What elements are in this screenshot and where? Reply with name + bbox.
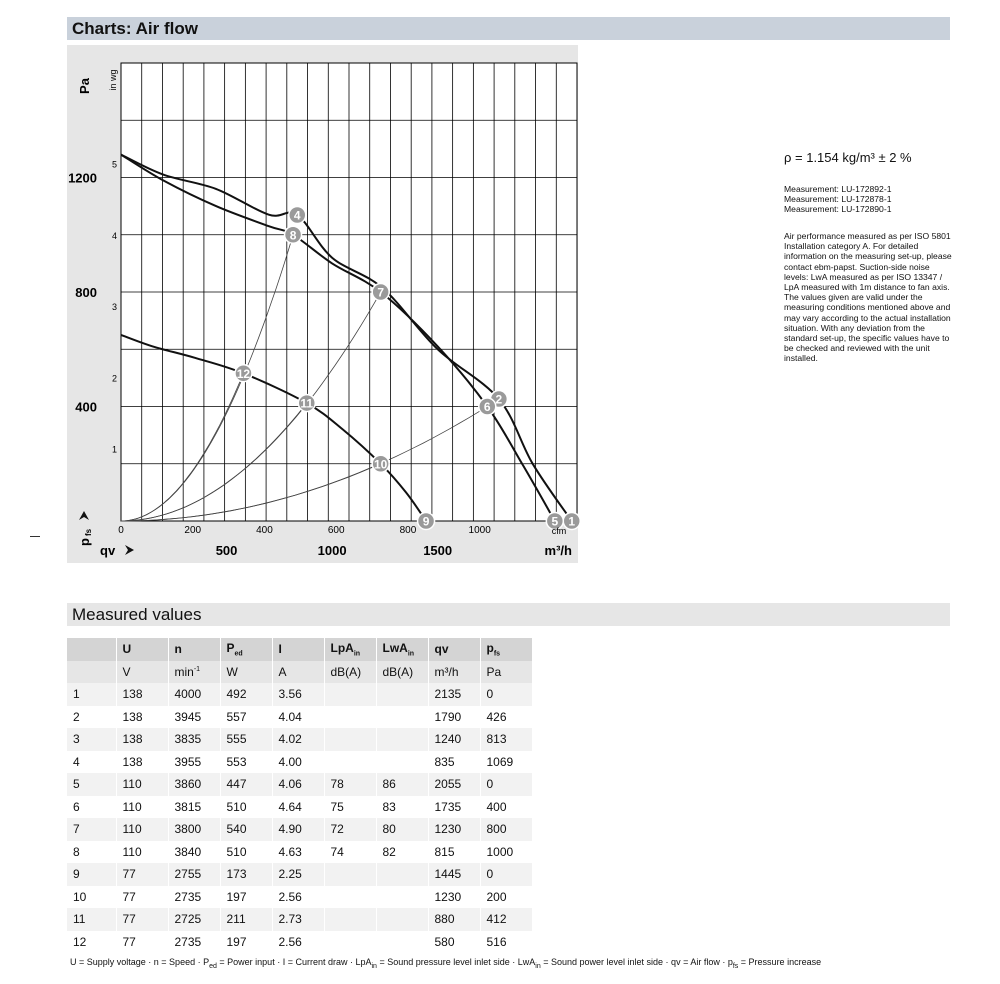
table-cell: 110 <box>116 796 168 819</box>
table-header-cell: $P_{ed}$ <box>220 638 272 661</box>
table-cell: 83 <box>376 796 428 819</box>
x-tick-label-m3h: 1500 <box>423 543 453 558</box>
table-cell: 3945 <box>168 706 220 729</box>
table-header-cell: LwA$_{in}$ <box>376 638 428 661</box>
table-cell <box>376 886 428 909</box>
table-cell: 555 <box>220 728 272 751</box>
table-cell: 2 <box>67 706 116 729</box>
y-unit-label-pa: Pa <box>77 78 92 94</box>
operating-point-label: 1 <box>568 514 576 529</box>
measurement-id: Measurement: LU-172878-1 <box>784 194 892 205</box>
table-legend: U = Supply voltage · n = Speed · $P_{ed}$ = Power input · I = Current draw · LpA$_{in}$ = Sound pressure level inlet side · LwA$_{in}$ = Sound power level inlet side · qv = Air flow · $p_{fs}$ = Pressure increase <box>70 957 822 970</box>
table-cell: 400 <box>480 796 532 819</box>
table-unit-cell <box>67 661 116 684</box>
table-cell: 200 <box>480 886 532 909</box>
operating-point-label: 8 <box>289 228 297 243</box>
table-cell: 3800 <box>168 818 220 841</box>
table-cell: 138 <box>116 683 168 706</box>
table-cell: 2.56 <box>272 931 324 954</box>
table-cell: 880 <box>428 908 480 931</box>
table-row <box>67 886 532 909</box>
table-cell: 77 <box>116 886 168 909</box>
table-cell <box>376 751 428 774</box>
table-row <box>67 751 532 774</box>
table-cell: 82 <box>376 841 428 864</box>
table-cell: 412 <box>480 908 532 931</box>
table-row <box>67 683 532 706</box>
table-row <box>67 773 532 796</box>
table-row <box>67 728 532 751</box>
table-units-row <box>67 661 532 684</box>
table-cell <box>376 728 428 751</box>
x-tick-label-cfm: 0 <box>118 525 124 536</box>
table-cell: 1240 <box>428 728 480 751</box>
table-cell: 77 <box>116 863 168 886</box>
x-tick-label-cfm: 200 <box>184 525 202 536</box>
table-cell: 197 <box>220 886 272 909</box>
operating-point-label: 11 <box>300 396 314 411</box>
table-cell: 197 <box>220 931 272 954</box>
table-cell: 3860 <box>168 773 220 796</box>
table-cell: 2055 <box>428 773 480 796</box>
table-cell: 77 <box>116 908 168 931</box>
measurement-id: Measurement: LU-172892-1 <box>784 184 892 194</box>
table-cell: 1445 <box>428 863 480 886</box>
operating-point-label: 12 <box>236 366 251 381</box>
table-cell: 1230 <box>428 886 480 909</box>
table-cell: 78 <box>324 773 376 796</box>
table-cell: 3835 <box>168 728 220 751</box>
table-cell: 8 <box>67 841 116 864</box>
table-cell <box>376 706 428 729</box>
measurement-ids <box>784 184 891 215</box>
table-unit-cell: dB(A) <box>324 661 376 684</box>
table-cell <box>324 728 376 751</box>
table-row <box>67 931 532 954</box>
table-cell: 492 <box>220 683 272 706</box>
table-cell: 2.25 <box>272 863 324 886</box>
table-row <box>67 706 532 729</box>
charts-section-title: Charts: Air flow <box>67 17 950 40</box>
table-unit-cell: dB(A) <box>376 661 428 684</box>
x-tick-label-cfm: 400 <box>256 525 273 536</box>
table-cell: 138 <box>116 706 168 729</box>
table-cell: 1 <box>67 683 116 706</box>
table-cell: 510 <box>220 841 272 864</box>
table-row <box>67 863 532 886</box>
table-cell: 9 <box>67 863 116 886</box>
table-cell: 7 <box>67 818 116 841</box>
operating-point-label: 6 <box>483 400 491 414</box>
table-cell: 12 <box>67 931 116 954</box>
y-tick-label-inwg: 4 <box>111 230 117 241</box>
table-row <box>67 841 532 864</box>
table-cell <box>324 931 376 954</box>
table-cell: 4000 <box>168 683 220 706</box>
table-cell: 2.73 <box>272 908 324 931</box>
measured-values-title: Measured values <box>67 603 950 626</box>
table-header-cell: U <box>116 638 168 661</box>
table-cell: 3.56 <box>272 683 324 706</box>
table-cell: 4.63 <box>272 841 324 864</box>
y-unit-label-inwg: in wg <box>108 69 118 91</box>
y-tick-label-inwg: 5 <box>111 159 117 170</box>
x-symbol-label: qv <box>100 543 116 558</box>
table-cell: 0 <box>480 863 532 886</box>
x-unit-label: m³/h <box>544 543 572 558</box>
x-tick-label-cfm: 1000 <box>468 525 491 536</box>
table-cell: 4.04 <box>272 706 324 729</box>
table-cell <box>324 683 376 706</box>
table-header-cell: LpA$_{in}$ <box>324 638 376 661</box>
table-cell: 173 <box>220 863 272 886</box>
table-cell: 580 <box>428 931 480 954</box>
table-cell: 516 <box>480 931 532 954</box>
table-cell: 110 <box>116 841 168 864</box>
table-cell: 2.56 <box>272 886 324 909</box>
table-cell: 110 <box>116 818 168 841</box>
table-cell: 447 <box>220 773 272 796</box>
table-header-cell: qv <box>428 638 480 661</box>
table-cell <box>376 908 428 931</box>
table-header-cell: I <box>272 638 324 661</box>
table-cell: 3 <box>67 728 116 751</box>
table-unit-cell: $\min^{-1}$ <box>168 661 220 684</box>
operating-point-label: 4 <box>293 208 301 223</box>
table-cell: 75 <box>324 796 376 819</box>
margin-dash <box>30 536 40 537</box>
table-cell: 74 <box>324 841 376 864</box>
operating-point-label: 2 <box>495 392 503 407</box>
table-cell: 553 <box>220 751 272 774</box>
table-cell: 138 <box>116 751 168 774</box>
table-cell: 0 <box>480 683 532 706</box>
y-symbol-label: p <box>77 538 92 546</box>
table-cell <box>324 908 376 931</box>
table-cell: 10 <box>67 886 116 909</box>
table-cell <box>376 863 428 886</box>
measurement-id: Measurement: LU-172890-1 <box>784 204 892 215</box>
x-tick-label-cfm: 800 <box>399 525 417 536</box>
operating-point-label: 7 <box>377 285 385 300</box>
table-cell: 1790 <box>428 706 480 729</box>
table-cell: 4.90 <box>272 818 324 841</box>
table-cell: 80 <box>376 818 428 841</box>
y-tick-label-inwg: 2 <box>111 373 117 384</box>
table-cell: 77 <box>116 931 168 954</box>
table-unit-cell: m³/h <box>428 661 480 684</box>
table-cell <box>376 683 428 706</box>
y-tick-label-pa: 1200 <box>68 170 97 186</box>
operating-point-label: 5 <box>551 514 559 529</box>
table-cell: 2135 <box>428 683 480 706</box>
table-cell: 1069 <box>480 751 532 774</box>
operating-point-label: 9 <box>422 514 430 529</box>
table-row <box>67 796 532 819</box>
x-tick-label-m3h: 500 <box>215 543 238 558</box>
table-cell: 4.06 <box>272 773 324 796</box>
x-tick-label-m3h: 1000 <box>317 543 347 558</box>
table-cell <box>324 886 376 909</box>
table-cell: 540 <box>220 818 272 841</box>
table-unit-cell: W <box>220 661 272 684</box>
y-tick-label-inwg: 1 <box>111 444 117 455</box>
table-cell: 0 <box>480 773 532 796</box>
table-cell: 4.02 <box>272 728 324 751</box>
x-tick-label-cfm: 600 <box>327 525 345 536</box>
y-tick-label-inwg: 3 <box>111 302 117 313</box>
table-cell: 835 <box>428 751 480 774</box>
table-cell: 815 <box>428 841 480 864</box>
measurement-note: Air performance measured as per ISO 5801 Installation category A. For detailed information on the measuring set-up, please contact ebm-papst. Suction-side noise levels: LwA measured as per ISO 13347 / LpA measured with 1m distance to fan axis. The values given are valid under the measuring conditions mentioned above and may vary according to the actual installation situation. With any deviation from the standard set-up, the specific values have to be checked and reviewed with the unit installed. <box>784 231 952 364</box>
air-density: ρ = 1.154 kg/m³ ± 2 % <box>784 150 912 165</box>
y-tick-label-pa: 800 <box>75 285 97 300</box>
table-cell: 11 <box>67 908 116 931</box>
table-cell: 3815 <box>168 796 220 819</box>
operating-point-label: 10 <box>373 457 388 472</box>
table-cell: 2735 <box>168 931 220 954</box>
table-cell: 86 <box>376 773 428 796</box>
table-cell: 4.00 <box>272 751 324 774</box>
table-cell: 1000 <box>480 841 532 864</box>
table-cell: 1230 <box>428 818 480 841</box>
table-cell: 557 <box>220 706 272 729</box>
table-cell <box>376 931 428 954</box>
table-unit-cell: A <box>272 661 324 684</box>
table-cell: 1735 <box>428 796 480 819</box>
table-cell: 4.64 <box>272 796 324 819</box>
table-cell: 2755 <box>168 863 220 886</box>
table-cell: 72 <box>324 818 376 841</box>
table-cell: 138 <box>116 728 168 751</box>
table-unit-cell: V <box>116 661 168 684</box>
table-header-row <box>67 638 532 661</box>
table-cell: 510 <box>220 796 272 819</box>
y-tick-label-pa: 400 <box>75 399 97 415</box>
table-cell: 813 <box>480 728 532 751</box>
table-cell: 3840 <box>168 841 220 864</box>
table-header-cell: $p_{fs}$ <box>480 638 532 661</box>
table-cell <box>324 863 376 886</box>
table-cell: 800 <box>480 818 532 841</box>
table-cell: 3955 <box>168 751 220 774</box>
table-cell: 5 <box>67 773 116 796</box>
table-cell <box>324 706 376 729</box>
table-row <box>67 818 532 841</box>
table-cell: 4 <box>67 751 116 774</box>
table-cell <box>324 751 376 774</box>
x-unit-cfm: cfm <box>551 526 567 536</box>
y-symbol-subscript: fs <box>84 528 93 536</box>
measured-values-table <box>67 638 532 953</box>
table-cell: 2735 <box>168 886 220 909</box>
table-cell: 110 <box>116 773 168 796</box>
table-cell: 6 <box>67 796 116 819</box>
table-row <box>67 908 532 931</box>
table-header-cell: n <box>168 638 220 661</box>
table-cell: 2725 <box>168 908 220 931</box>
table-unit-cell: Pa <box>480 661 532 684</box>
table-header-cell <box>67 638 116 661</box>
table-cell: 426 <box>480 706 532 729</box>
table-cell: 211 <box>220 908 272 931</box>
